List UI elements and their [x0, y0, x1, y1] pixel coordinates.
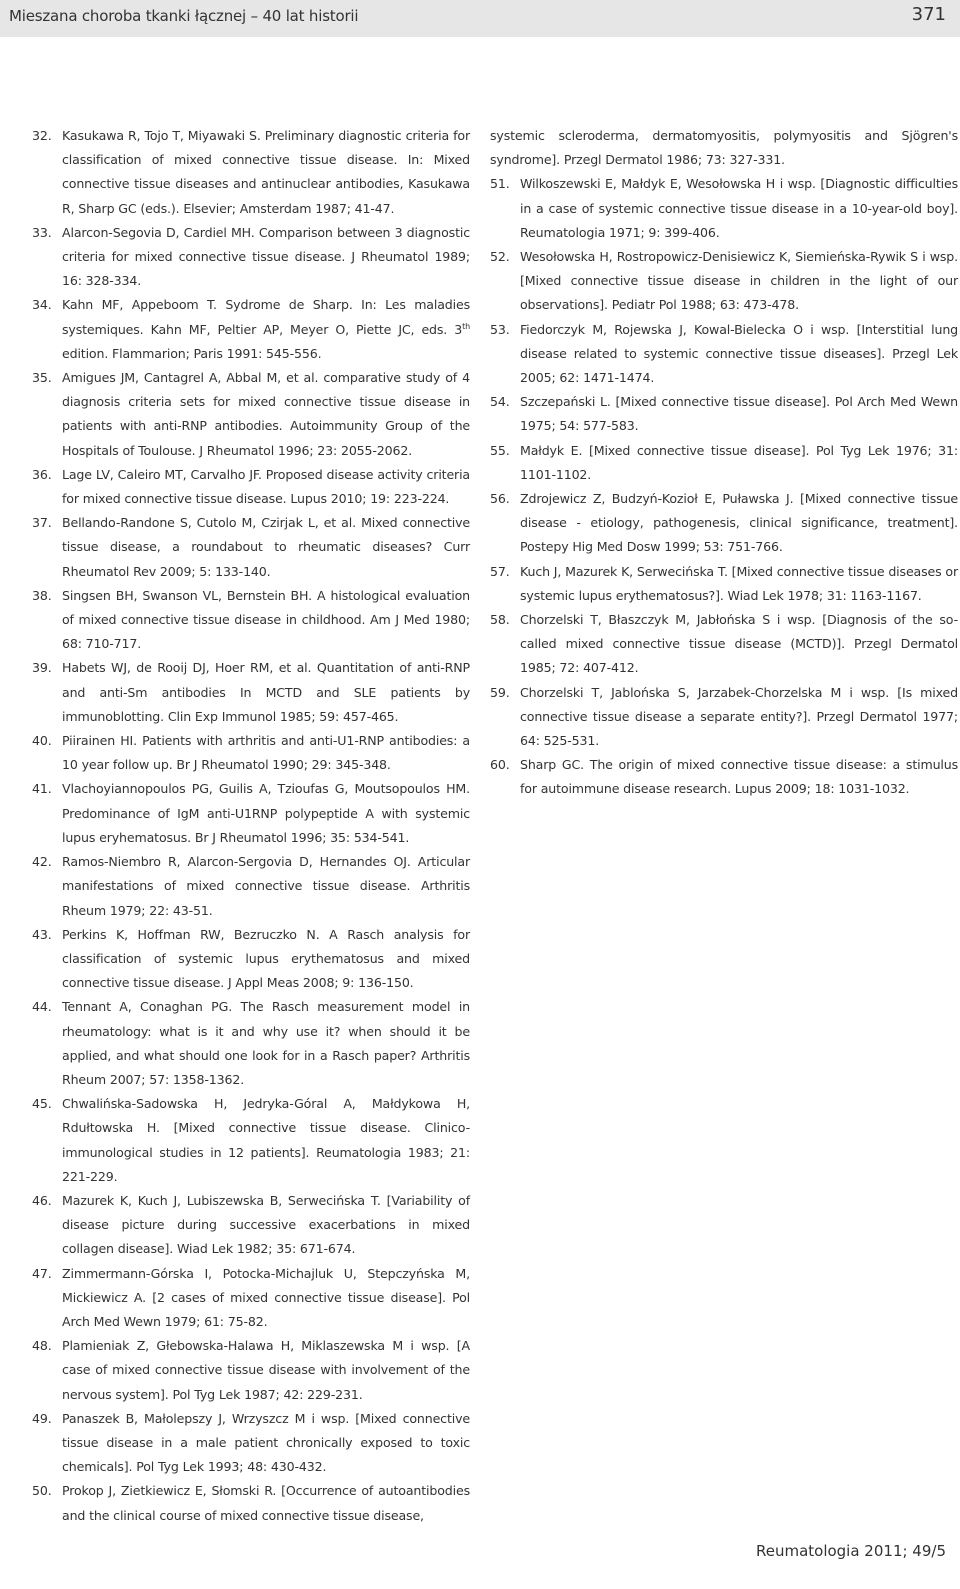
reference-item: [32, 995, 470, 1092]
reference-item: [490, 318, 958, 391]
reference-number: 35.: [32, 370, 52, 386]
reference-text: Lage LV, Caleiro MT, Carvalho JF. Proposed disease activity criteria for mixed connective tissue disease. Lupus 2010; 19: 223-224.: [62, 466, 470, 507]
reference-text: Kasukawa R, Tojo T, Miyawaki S. Preliminary diagnostic criteria for classification of mixed connective tissue disease. In: Mixed connective tissue diseases and antinuclear antibodies, Kasukawa R, Sharp GC (eds.). Elsevier; Amsterdam 1987; 41-47.: [62, 128, 470, 216]
reference-text: Kahn MF, Appeboom T. Sydrome de Sharp. In: Les maladies systemiques. Kahn MF, Peltier AP, Meyer O, Piette JC, eds. 3: [62, 297, 470, 337]
reference-text: Zimmermann-Górska I, Potocka-Michajluk U, Stepczyńska M, Mickiewicz A. [2 cases of mixed connective tissue disease]. Pol Arch Med Wewn 1979; 61: 75-82.: [62, 1265, 470, 1329]
reference-item: [32, 1334, 470, 1407]
reference-item: [32, 1189, 470, 1262]
running-header: [0, 0, 960, 37]
reference-number: 32.: [32, 128, 52, 143]
reference-text: Fiedorczyk M, Rojewska J, Kowal-Bielecka O i wsp. [Interstitial lung disease related to systemic connective tissue diseases]. Przegl Lek 2005; 62: 1471-1474.: [520, 321, 958, 386]
reference-number: 43.: [32, 926, 52, 942]
running-title: Mieszana choroba tkanki łącznej – 40 lat historii: [9, 7, 359, 25]
reference-text: Sharp GC. The origin of mixed connective tissue disease: a stimulus for autoimmune disease research. Lupus 2009; 18: 1031-1032.: [520, 757, 958, 797]
reference-text: Szczepański L. [Mixed connective tissue disease]. Pol Arch Med Wewn 1975; 54: 577-583.: [520, 394, 958, 434]
reference-number: 49.: [32, 1410, 52, 1426]
left-column-references: [32, 124, 470, 1528]
journal-footer: Reumatologia 2011; 49/5: [755, 1542, 946, 1560]
reference-text: Alarcon-Segovia D, Cardiel MH. Comparison between 3 diagnostic criteria for mixed connective tissue disease. J Rheumatol 1989; 16: 328-334.: [62, 224, 470, 289]
reference-item: [490, 390, 958, 438]
reference-item: [32, 777, 470, 850]
reference-number: 56.: [490, 491, 510, 507]
reference-text: Habets WJ, de Rooij DJ, Hoer RM, et al. Quantitation of anti-RNP and anti-Sm antibodies In MCTD and SLE patients by immunoblotting. Clin Exp Immunol 1985; 59: 457-465.: [62, 660, 470, 724]
reference-text: Zdrojewicz Z, Budzyń-Kozioł E, Puławska J. [Mixed connective tissue disease - etiology, pathogenesis, clinical significance, treatment]. Postepy Hig Med Dosw 1999; 53: 751-766.: [520, 491, 958, 555]
reference-item: [490, 681, 958, 754]
right-column-references: [490, 124, 958, 802]
reference-number: 47.: [32, 1265, 52, 1281]
reference-number: 51.: [490, 176, 510, 192]
reference-item: [32, 463, 470, 511]
reference-text: Tennant A, Conaghan PG. The Rasch measurement model in rheumatology: what is it and why use it? when should it be applied, and what should one look for in a Rasch paper? Arthritis Rheum 2007; 57: 1358-1362.: [62, 999, 470, 1087]
reference-item: [32, 1407, 470, 1480]
reference-item: [490, 753, 958, 801]
reference-number: 42.: [32, 854, 52, 870]
reference-number: 36.: [32, 466, 52, 482]
reference-number: 48.: [32, 1338, 52, 1354]
reference-item: [32, 729, 470, 777]
reference-number: 52.: [490, 249, 510, 265]
reference-number: 33.: [32, 224, 52, 240]
reference-number: 39.: [32, 660, 52, 676]
reference-number: 54.: [490, 394, 510, 410]
reference-item: [32, 850, 470, 923]
reference-text: Singsen BH, Swanson VL, Bernstein BH. A histological evaluation of mixed connective tissue disease in childhood. Am J Med 1980; 68: 710-717.: [62, 587, 470, 652]
reference-item: [32, 124, 470, 221]
reference-text: Bellando-Randone S, Cutolo M, Czirjak L, et al. Mixed connective tissue disease, a roundabout to rheumatic diseases? Curr Rheumatol Rev 2009; 5: 133-140.: [62, 515, 470, 579]
reference-number: 44.: [32, 999, 52, 1015]
reference-item: [490, 560, 958, 608]
reference-number: 53.: [490, 321, 510, 337]
reference-text-tail: edition. Flammarion; Paris 1991: 545-556.: [62, 345, 322, 361]
reference-number: 55.: [490, 442, 510, 458]
reference-number: 59.: [490, 684, 510, 700]
reference-item: [490, 245, 958, 318]
reference-text: Małdyk E. [Mixed connective tissue disease]. Pol Tyg Lek 1976; 31: 1101-1102.: [520, 442, 958, 482]
reference-item: [32, 923, 470, 996]
reference-number: 50.: [32, 1483, 52, 1499]
reference-item: [32, 221, 470, 294]
reference-number: 45.: [32, 1096, 52, 1112]
reference-item: [32, 1479, 470, 1527]
reference-number: 37.: [32, 515, 52, 531]
reference-item: [32, 1262, 470, 1335]
reference-item: [32, 656, 470, 729]
page-number: 371: [911, 4, 946, 25]
reference-number: 41.: [32, 781, 52, 797]
reference-item: [490, 439, 958, 487]
reference-number: 60.: [490, 757, 510, 773]
reference-text: Mazurek K, Kuch J, Lubiszewska B, Serwecińska T. [Variability of disease picture during successive exacerbations in mixed collagen disease]. Wiad Lek 1982; 35: 671-674.: [62, 1192, 470, 1257]
reference-number: 40.: [32, 733, 52, 749]
reference-text: Wesołowska H, Rostropowicz-Denisiewicz K, Siemieńska-Rywik S i wsp. [Mixed connective tissue disease in children in the light of our observations]. Pediatr Pol 1988; 63: 473-478.: [520, 249, 958, 313]
reference-text: Perkins K, Hoffman RW, Bezruczko N. A Rasch analysis for classification of systemic lupus erythematosus and mixed connective tissue disease. J Appl Meas 2008; 9: 136-150.: [62, 926, 470, 991]
reference-number: 38.: [32, 587, 52, 603]
reference-item: [490, 608, 958, 681]
reference-text: Chorzelski T, Jablońska S, Jarzabek-Chorzelska M i wsp. [Is mixed connective tissue disease a separate entity?]. Przegl Dermatol 1977; 64: 525-531.: [520, 684, 958, 749]
reference-item: [32, 584, 470, 657]
reference-number: 46.: [32, 1192, 52, 1208]
reference-text: Chwalińska-Sadowska H, Jedryka-Góral A, Małdykowa H, Rdułtowska H. [Mixed connective tissue disease. Clinico-immunological studies in 12 patients]. Reumatologia 1983; 21: 221-229.: [62, 1096, 470, 1184]
reference-text: Panaszek B, Małolepszy J, Wrzyszcz M i wsp. [Mixed connective tissue disease in a male patient chronically exposed to toxic chemicals]. Pol Tyg Lek 1993; 48: 430-432.: [62, 1410, 470, 1475]
reference-continuation: systemic scleroderma, dermatomyositis, polymyositis and Sjögren's syndrome]. Przegl Dermatol 1986; 73: 327-331.: [490, 128, 958, 168]
reference-text: Prokop J, Zietkiewicz E, Słomski R. [Occurrence of autoantibodies and the clinical course of mixed connective tissue disease,: [62, 1483, 470, 1523]
reference-item: [32, 293, 470, 366]
reference-number: 34.: [32, 297, 52, 313]
reference-text: Wilkoszewski E, Małdyk E, Wesołowska H i wsp. [Diagnostic difficulties in a case of systemic connective tissue disease in a 10-year-old boy]. Reumatologia 1971; 9: 399-406.: [520, 176, 958, 240]
reference-text: Piirainen HI. Patients with arthritis and anti-U1-RNP antibodies: a 10 year follow up. Br J Rheumatol 1990; 29: 345-348.: [62, 733, 470, 773]
reference-number: 57.: [490, 563, 510, 579]
reference-item: [32, 366, 470, 463]
reference-text: Vlachoyiannopoulos PG, Guilis A, Tzioufas G, Moutsopoulos HM. Predominance of IgM anti-U1RNP polypeptide A with systemic lupus eryhematosus. Br J Rheumatol 1996; 35: 534-541.: [62, 781, 470, 845]
reference-text: Chorzelski T, Błaszczyk M, Jabłońska S i wsp. [Diagnosis of the so-called mixed connective tissue disease (MCTD)]. Przegl Dermatol 1985; 72: 407-412.: [520, 612, 958, 676]
reference-text: Kuch J, Mazurek K, Serwecińska T. [Mixed connective tissue diseases or systemic lupus erythematosus?]. Wiad Lek 1978; 31: 1163-1167.: [520, 563, 958, 603]
reference-number: 58.: [490, 612, 510, 628]
reference-item: [32, 1092, 470, 1189]
reference-item: [490, 172, 958, 245]
reference-text: Plamieniak Z, Głebowska-Halawa H, Miklaszewska M i wsp. [A case of mixed connective tissue disease with involvement of the nervous system]. Pol Tyg Lek 1987; 42: 229-231.: [62, 1338, 470, 1402]
reference-item: [490, 487, 958, 560]
reference-text: Ramos-Niembro R, Alarcon-Sergovia D, Hernandes OJ. Articular manifestations of mixed connective tissue disease. Arthritis Rheum 1979; 22: 43-51.: [62, 854, 470, 918]
reference-superscript: th: [462, 321, 470, 331]
reference-text: Amigues JM, Cantagrel A, Abbal M, et al. comparative study of 4 diagnosis criteria sets for mixed connective tissue disease in patients with anti-RNP antibodies. Autoimmunity Group of the Hospitals of Toulouse. J Rheumatol 1996; 23: 2055-2062.: [62, 370, 470, 458]
reference-item: [32, 511, 470, 584]
